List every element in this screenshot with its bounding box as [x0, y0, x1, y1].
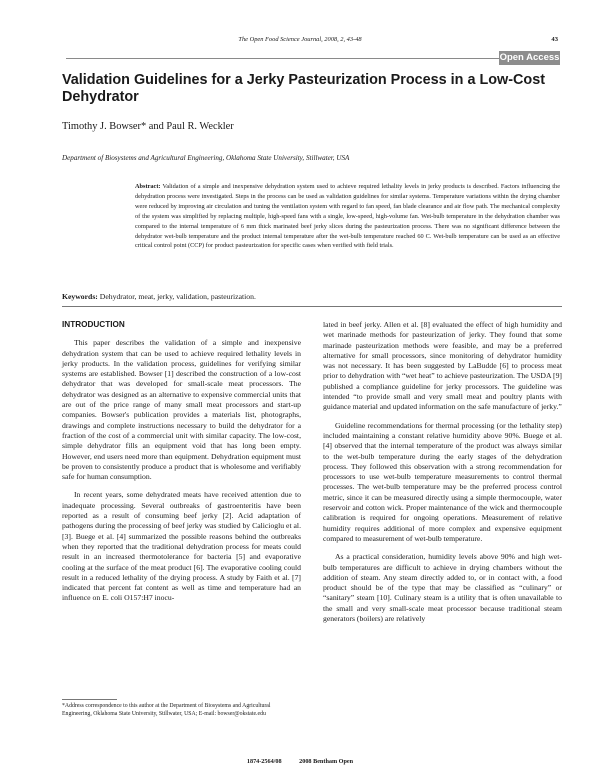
paper-title: Validation Guidelines for a Jerky Pasteurization Process in a Low-Cost Dehydrator: [62, 72, 546, 105]
affiliation: Department of Biosystems and Agricultural Engineering, Oklahoma State University, Stillwater, USA: [62, 154, 350, 162]
paragraph: As a practical consideration, humidity levels above 90% and high wet-bulb temperatures are difficult to achieve in drying chambers without the addition of steam. Any steam directly added to, or in contact with, a food product should be of the type that may be classified as “culinary” or “sanitary” steam [10]. Culinary steam is a utility that is often unavailable to the small and very small-scale meat processor because traditional steam generators (boilers) are relatively: [323, 552, 562, 624]
keywords: [62, 292, 562, 301]
paragraph: Guideline recommendations for thermal processing (or the lethality step) included maintaining a constant relative humidity above 90%. Buege et al. [4] observed that the internal temperature of the product was always similar to the wet-bulb temperature during the early stages of the dehydration process. They followed this observation with a strong recommendation for processors to use wet-bulb temperature measurements to control thermal processes. The wet-bulb temperature may be the preferred process control metric, since it can be measured directly using a simple thermocouple, water reservoir and cotton wick. Proper maintenance of the wick and thermocouple calibration is required for ongoing operations. Measurement of relative humidity requires additional of more complex and expensive equipment compared to measurement of wet-bulb temperature.: [323, 420, 562, 543]
publisher-line: 2008 Bentham Open: [299, 758, 354, 765]
page-number: 43: [551, 36, 558, 43]
open-access-badge: Open Access: [499, 52, 560, 63]
abstract-text: Validation of a simple and inexpensive dehydration system used to achieve required lethality levels in jerky products is described. Factors influencing the dehydration process were investigated. Steps in the process can be used as validation guidelines for similar systems. Temperature variations within the drying chamber were reduced by improving air circulation and tuning the ventilation system with regard to fan speed, fan blade clearance and air flow path. The mechanical complexity of the system was simplified by replacing multiple, high-speed fans with a single, low-speed, high-volume fan. Wet-bulb temperature in the dehydration chamber was compared to the internal temperature of 6 mm thick marinated beef jerky slices during the pasteurization process. There was no significant difference between the dehydrator wet-bulb temperature and the product internal temperature after the wet-bulb temperature reached 60 C. Wet-bulb temperature can be used as an effective critical control point (CCP) for product pasteurization for specific cases when verified with field trials.: [135, 183, 560, 250]
header-rule: [66, 58, 499, 59]
journal-header: The Open Food Science Journal, 2008, 2, 43-48: [238, 36, 362, 43]
correspondence-footnote: *Address correspondence to this author at the Department of Biosystems and Agricultural Engineering, Oklahoma State University, Stillwater, USA; E-mail: bowser@okstate.edu: [62, 703, 271, 717]
keywords-divider: [62, 306, 562, 307]
keywords-text: Dehydrator, meat, jerky, validation, pasteurization.: [99, 292, 256, 301]
issn: 1874-2564/08: [246, 758, 282, 765]
paragraph: lated in beef jerky. Allen et al. [8] evaluated the effect of high humidity and wet marinade methods for pasteurization of jerky. They found that some marinade pasteurization methods were feasible, and may be a preferred alternative for small processors, since monitoring of dehydrator humidity was not necessary. It has been suggested by LaBudde [6] to process meat prior to dehydration with “wet heat” to achieve pasteurization. The USDA [9] published a compliance guideline for jerky processors. The guideline was intended “to provide small and very small meat and poultry plants with guidance material and updated information on the safe manufacture of jerky.”: [323, 320, 562, 412]
section-heading-introduction: INTRODUCTION: [62, 320, 125, 329]
keywords-label: Keywords:: [62, 292, 98, 301]
footnote-rule: [62, 699, 117, 700]
authors: Timothy J. Bowser* and Paul R. Weckler: [62, 121, 234, 132]
left-column: [62, 320, 301, 612]
paragraph: In recent years, some dehydrated meats have received attention due to inadequate processing. Several outbreaks of gastroenteritis have been reported as a result of consuming beef jerky [2]. Acid adaptation of pathogens during the processing of beef jerky was studied by Calicioglu et al. [3]. Buege et al. [4] summarized the possible reasons behind the outbreaks when they reported that the traditional dehydration process for meats could result in an increased thermotolerance for bacteria [5] and evaporative cooling at the surface of the meat product [6]. The evaporative cooling could result in a reduced lethality of the drying process. A study by Faith et al. [7] indicated that percent fat content as well as time and temperature had an influence on E. coli O157:H7 inocu-: [62, 490, 301, 603]
abstract-label: Abstract:: [135, 183, 161, 190]
right-column: [323, 320, 562, 632]
page-footer: [0, 758, 600, 765]
paragraph: This paper describes the validation of a simple and inexpensive dehydration system that can be used to achieve required lethality levels in jerky products. In the validation process, guidelines for verifying similar systems are established. Bowser [1] described the construction of a low-cost dehydrator that was developed for small-scale meat processors. The dehydrator was designed as an alternative to expensive commercial units that are out of the price range of many small meat processors and start-up companies. Bowser's publication provides a materials list, photographs, drawings and complete instructions necessary to build the dehydrator for a fraction of the cost of a commercial unit with similar capacity. The low-cost, simple dehydrator fills an equipment void that has long been empty. However, end users need more than equipment. Dehydration equipment must be proven to consistently produce a product that is wholesome and verifiably safe for human consumption.: [62, 338, 301, 482]
abstract: [135, 182, 560, 251]
